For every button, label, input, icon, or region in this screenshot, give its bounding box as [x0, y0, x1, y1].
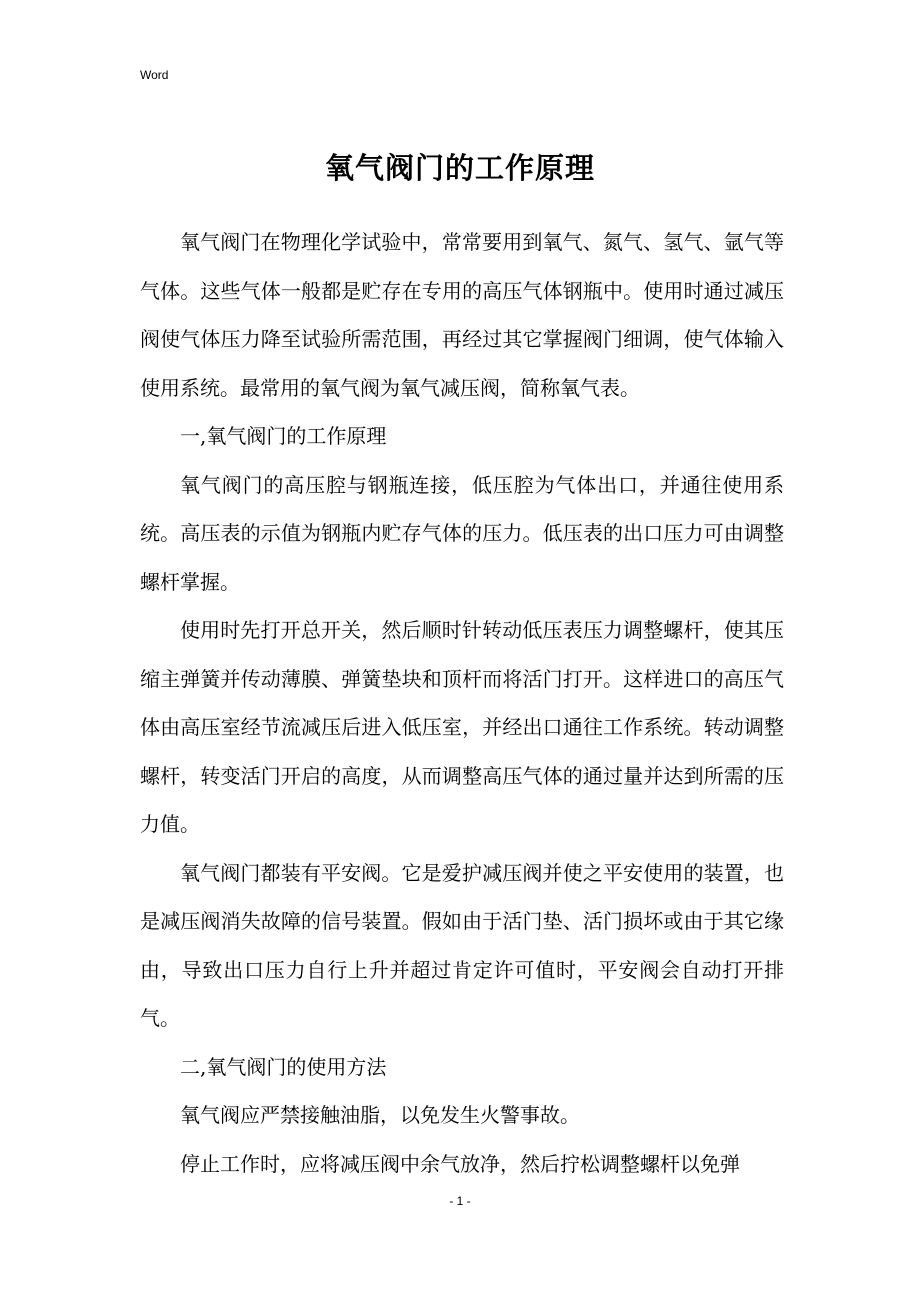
header-label: Word [140, 68, 169, 82]
document-title: 氧气阀门的工作原理 [324, 151, 595, 185]
paragraph-stop-work: 停止工作时，应将减压阀中余气放净，然后拧松调整螺杆以免弹 [180, 1151, 740, 1176]
paragraph-grease-warning: 氧气阀应严禁接触油脂，以免发生火警事故。 [180, 1103, 580, 1127]
paragraph-safety-valve: 氧气阀门都装有平安阀。它是爱护减压阀并使之平安使用的装置，也是减压阀消失故障的信号装置。假如由于活门垫、活门损坏或由于其它缘由，导致出口压力自行上升并超过肯定许可值时，平安阀会自动打开排气。 [140, 860, 784, 1030]
page-number: - 1 - [449, 1194, 471, 1208]
paragraph-principle: 氧气阀门的高压腔与钢瓶连接，低压腔为气体出口，并通往使用系统。高压表的示值为钢瓶内贮存气体的压力。低压表的出口压力可由调整螺杆掌握。 [140, 472, 784, 594]
section-heading-2: 二,氧气阀门的使用方法 [180, 1054, 387, 1079]
paragraph-intro: 氧气阀门在物理化学试验中，常常要用到氧气、氮气、氢气、氩气等气体。这些气体一般都是贮存在专用的高压气体钢瓶中。使用时通过减压阀使气体压力降至试验所需范围，再经过其它掌握阀门细调，使气体输入使用系统。最常用的氧气阀为氧气减压阀，简称氧气表。 [140, 230, 784, 400]
section-heading-1: 一,氧气阀门的工作原理 [180, 424, 387, 448]
paragraph-operation: 使用时先打开总开关，然后顺时针转动低压表压力调整螺杆，使其压缩主弹簧并传动薄膜、弹簧垫块和顶杆而将活门打开。这样进口的高压气体由高压室经节流减压后进入低压室，并经出口通往工作系统。转动调整螺杆，转变活门开启的高度，从而调整高压气体的通过量并达到所需的压力值。 [140, 618, 784, 836]
document-body [140, 218, 784, 1188]
